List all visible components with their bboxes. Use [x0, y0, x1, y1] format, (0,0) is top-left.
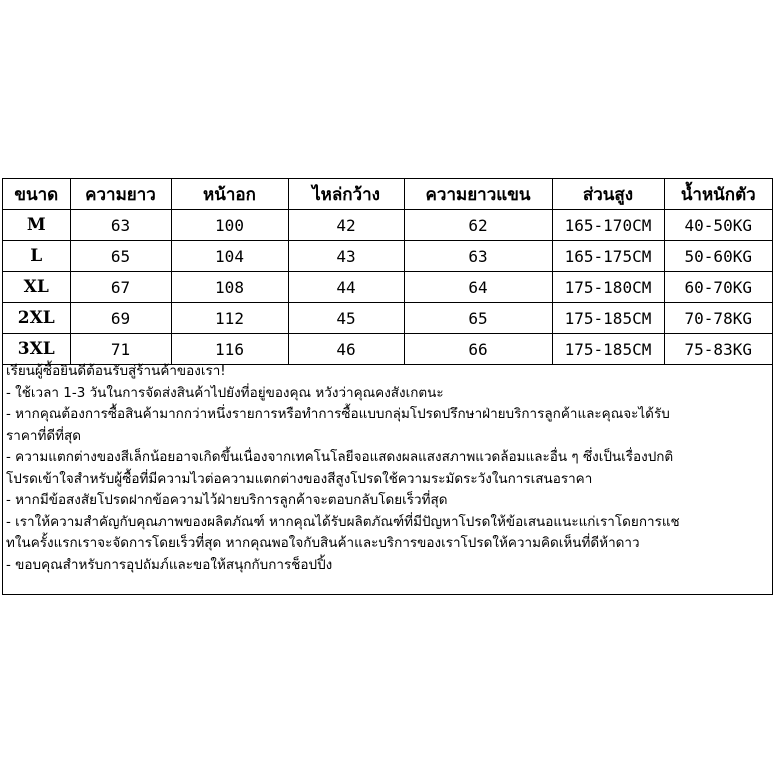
height-cell: 175-185CM	[552, 334, 664, 365]
header-size: ขนาด	[3, 179, 70, 210]
header-weight: น้ำหนักตัว	[664, 179, 772, 210]
table-header-row	[3, 179, 772, 210]
sleeve-cell: 62	[404, 210, 552, 241]
shoulder-cell: 46	[288, 334, 404, 365]
chest-cell: 104	[171, 241, 288, 272]
shoulder-cell: 43	[288, 241, 404, 272]
length-cell: 69	[70, 303, 171, 334]
header-length: ความยาว	[70, 179, 171, 210]
weight-cell: 75-83KG	[664, 334, 772, 365]
shoulder-cell: 42	[288, 210, 404, 241]
notes-block	[6, 361, 766, 576]
size-table	[3, 179, 772, 365]
weight-cell: 70-78KG	[664, 303, 772, 334]
header-chest: หน้าอก	[171, 179, 288, 210]
sleeve-cell: 65	[404, 303, 552, 334]
sleeve-cell: 63	[404, 241, 552, 272]
size-cell: L	[3, 241, 70, 272]
table-row	[3, 272, 772, 303]
notes-greeting: เรียนผู้ซื้อยินดีต้อนรับสู่ร้านค้าของเรา!	[6, 363, 226, 379]
height-cell: 175-180CM	[552, 272, 664, 303]
size-chart-sheet	[2, 178, 773, 595]
notes-line: - หากมีข้อสงสัยโปรดฝากข้อความไว้ฝ่ายบริการลูกค้าจะตอบกลับโดยเร็วที่สุด	[6, 492, 448, 508]
table-row	[3, 334, 772, 365]
sleeve-cell: 64	[404, 272, 552, 303]
header-shoulder: ไหล่กว้าง	[288, 179, 404, 210]
height-cell: 165-170CM	[552, 210, 664, 241]
chest-cell: 112	[171, 303, 288, 334]
height-cell: 175-185CM	[552, 303, 664, 334]
size-cell: XL	[3, 272, 70, 303]
notes-line: โปรดเข้าใจสำหรับผู้ซื้อที่มีความไวต่อความแตกต่างของสีสูงโปรดใช้ความระมัดระวังในการเสนอราคา	[6, 470, 593, 487]
height-cell: 165-175CM	[552, 241, 664, 272]
size-cell: 3XL	[3, 334, 70, 365]
length-cell: 67	[70, 272, 171, 303]
table-row	[3, 210, 772, 241]
chest-cell: 116	[171, 334, 288, 365]
length-cell: 71	[70, 334, 171, 365]
notes-line: - ความแตกต่างของสีเล็กน้อยอาจเกิดขึ้นเนื่องจากเทคโนโลยีจอแสดงผลแสงสภาพแวดล้อมและอื่น ๆ ซึ่งเป็นเรื่องปกติ	[6, 449, 674, 465]
notes-line: ราคาที่ดีที่สุด	[6, 427, 82, 444]
notes-line: - ใช้เวลา 1-3 วันในการจัดส่งสินค้าไปยังที่อยู่ของคุณ หวังว่าคุณคงสังเกตนะ	[6, 384, 444, 401]
length-cell: 65	[70, 241, 171, 272]
sleeve-cell: 66	[404, 334, 552, 365]
chest-cell: 108	[171, 272, 288, 303]
weight-cell: 50-60KG	[664, 241, 772, 272]
weight-cell: 60-70KG	[664, 272, 772, 303]
notes-line: - หากคุณต้องการซื้อสินค้ามากกว่าหนึ่งรายการหรือทำการซื้อแบบกลุ่มโปรดปรึกษาฝ่ายบริการลูกค้าและคุณจะได้รับ	[6, 406, 670, 422]
notes-line: ทในครั้งแรกเราจะจัดการโดยเร็วที่สุด หากคุณพอใจกับสินค้าและบริการของเราโปรดให้ความคิดเห็นที่ดีห้าดาว	[6, 535, 640, 551]
weight-cell: 40-50KG	[664, 210, 772, 241]
table-row	[3, 241, 772, 272]
notes-line: - เราให้ความสำคัญกับคุณภาพของผลิตภัณฑ์ หากคุณได้รับผลิตภัณฑ์ที่มีปัญหาโปรดให้ข้อเสนอแนะแก่เราโดยการแช	[6, 513, 680, 530]
table-row	[3, 303, 772, 334]
length-cell: 63	[70, 210, 171, 241]
header-height: ส่วนสูง	[552, 179, 664, 210]
chest-cell: 100	[171, 210, 288, 241]
shoulder-cell: 44	[288, 272, 404, 303]
size-cell: 2XL	[3, 303, 70, 334]
header-sleeve-length: ความยาวแขน	[404, 179, 552, 210]
size-cell: M	[3, 210, 70, 241]
notes-line: - ขอบคุณสำหรับการอุปถัมภ์และขอให้สนุกกับการช็อปปิ้ง	[6, 556, 333, 573]
shoulder-cell: 45	[288, 303, 404, 334]
